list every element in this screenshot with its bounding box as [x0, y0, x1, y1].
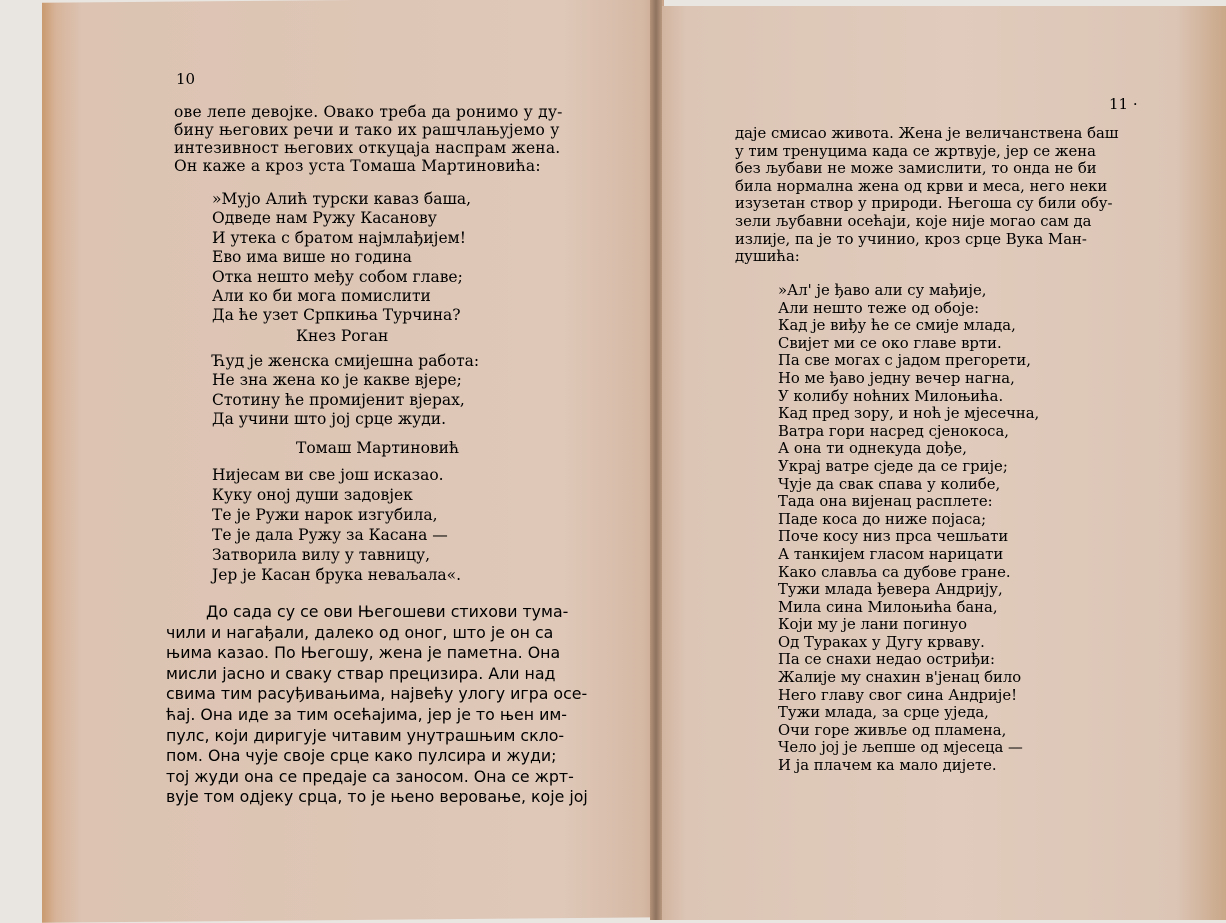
verse-line: Чује да свак спава у колибе,	[778, 475, 1001, 493]
verse-line: Да ће узет Српкиња Турчина?	[212, 306, 461, 325]
verse-line: »Ал' је ђаво али су мађије,	[778, 282, 987, 299]
text-line: пулс, који диригује читавим унутрашњим скло-	[166, 725, 565, 745]
text-line: вује том одјеку срца, то је њено веровање, које јој	[166, 787, 588, 807]
text-line: свима тим расуђивањима, највећу улогу игра осе-	[166, 684, 588, 704]
text-line: без љубави не може замислити, то онда не би	[735, 160, 1097, 178]
verse-line: Но ме ђаво једну вечер нагна,	[778, 369, 1015, 387]
text-line: До сада су се ови Његошеви стихови тума-	[206, 602, 569, 621]
verse-line: Кад је виђу ће се смије млада,	[778, 317, 1016, 335]
left-closing-paragraph	[166, 602, 588, 808]
verse-line: Него главу свог сина Андрије!	[778, 686, 1018, 704]
text-line: зели љубавни осећаји, које није могао сам да	[735, 212, 1092, 230]
verse-line: Стотину ће промијенит вјерах,	[212, 390, 465, 409]
verse-line: Јер је Касан брука неваљала«.	[212, 566, 462, 584]
verse-line: У колибу ноћних Милоњића.	[778, 387, 1004, 405]
right-page-number: 11 ·	[1109, 95, 1138, 113]
verse-stanza-2	[212, 352, 479, 430]
verse-line: Очи горе живље од пламена,	[778, 721, 1007, 739]
verse-line: Да учини што јој срце жуди.	[212, 410, 447, 429]
text-line: у тим тренуцима када се жртвује, јер се жена	[735, 142, 1096, 160]
text-line: излије, па је то учинио, кроз срце Вука Ман-	[735, 230, 1087, 248]
verse-line: Мила сина Милоњића бана,	[778, 598, 998, 616]
verse-line: Жалије му снахин в'јенац било	[778, 669, 1022, 687]
verse-line: Украј ватре сједе да се грије;	[778, 457, 1008, 475]
verse-line: Па се снахи недао остриђи:	[778, 651, 996, 669]
verse-line: Паде коса до ниже појаса;	[778, 510, 987, 528]
verse-line: Па све могах с јадом прегорети,	[778, 352, 1031, 370]
right-intro-paragraph	[735, 125, 1119, 266]
verse-line: Те је Ружи нарок изгубила,	[212, 506, 438, 524]
verse-line: Куку оној души задовјек	[212, 486, 413, 504]
verse-line: Који му је лани погинуо	[778, 616, 967, 634]
verse-line: »Мујо Алић турски каваз баша,	[212, 190, 472, 208]
verse-line: Те је дала Ружу за Касана —	[212, 526, 448, 544]
verse-line: Ватра гори насред сјенокоса,	[778, 422, 1009, 440]
verse-line: Од Тураках у Дугу крваву.	[778, 633, 985, 651]
verse-line: Нијесам ви све још исказао.	[212, 466, 444, 484]
speaker-name: Кнез Роган	[296, 327, 389, 345]
text-line: тој жуди она се предаје са заносом. Она се жрт-	[166, 766, 574, 786]
verse-line: Не зна жена ко је какве вјере;	[212, 371, 462, 390]
text-line: пом. Она чује своје срце како пулсира и жуди;	[166, 746, 557, 766]
verse-line: Свијет ми се око главе врти.	[778, 334, 1002, 352]
verse-stanza-4	[778, 282, 1039, 775]
left-intro-paragraph	[174, 103, 604, 175]
verse-line: Ево има више но година	[212, 248, 412, 267]
verse-stanza-3	[212, 465, 461, 585]
text-line: бину његових речи и тако их рашчлањујемо у	[174, 121, 560, 139]
text-line: душића:	[735, 248, 800, 266]
text-line: била нормална жена од крви и меса, него неки	[735, 177, 1108, 195]
text-line: ћај. Она иде за тим осећајима, јер је то њен им-	[166, 704, 567, 724]
verse-line: Затворила вилу у тавницу,	[212, 546, 431, 564]
verse-line: Тада она вијенац расплете:	[778, 493, 993, 511]
text-line: ове лепе девојке. Овако треба да ронимо у ду-	[174, 103, 563, 121]
verse-line: Чело јој је љепше од мјесеца —	[778, 739, 1023, 757]
text-line: њима казао. По Његошу, жена је паметна. Она	[166, 643, 561, 663]
verse-line: Тужи млада ђевера Андрију,	[778, 581, 1003, 599]
speaker-name: Томаш Мартиновић	[296, 439, 459, 457]
left-page-number: 10	[176, 70, 196, 88]
text-line: чили и нагађали, далеко од оног, што је он са	[166, 622, 554, 642]
verse-line: А она ти однекуда дође,	[778, 440, 967, 458]
book-gutter	[650, 0, 662, 920]
verse-line: Како славља са дубове гране.	[778, 563, 1011, 581]
verse-line: Али нешто теже од обоје:	[778, 299, 980, 317]
text-line: интезивност његових откуцаја наспрам жена.	[174, 139, 561, 157]
verse-line: Отка нешто међу собом главе;	[212, 267, 463, 286]
verse-line: Ћуд је женска смијешна работа:	[212, 352, 480, 370]
verse-line: Али ко би мога помислити	[212, 287, 431, 306]
text-line: Он каже а кроз уста Томаша Мартиновића:	[174, 157, 541, 175]
verse-line: Кад пред зору, и ноћ је мјесечна,	[778, 405, 1040, 423]
text-line: мисли јасно и сваку ствар прецизира. Али над	[166, 663, 556, 683]
verse-stanza-1	[212, 190, 471, 326]
verse-line: А танкијем гласом нарицати	[778, 545, 1004, 563]
verse-line: Одведе нам Ружу Касанову	[212, 209, 437, 228]
verse-line: Поче косу низ прса чешљати	[778, 528, 1009, 546]
text-line: изузетан створ у природи. Његоша су били обу-	[735, 195, 1113, 213]
verse-line: Тужи млада, за срце уједа,	[778, 704, 989, 722]
verse-line: И утека с братом најмлађијем!	[212, 228, 466, 247]
verse-line: И ја плачем ка мало дијете.	[778, 757, 997, 775]
text-line: даје смисао живота. Жена је величанствена баш	[735, 125, 1119, 142]
